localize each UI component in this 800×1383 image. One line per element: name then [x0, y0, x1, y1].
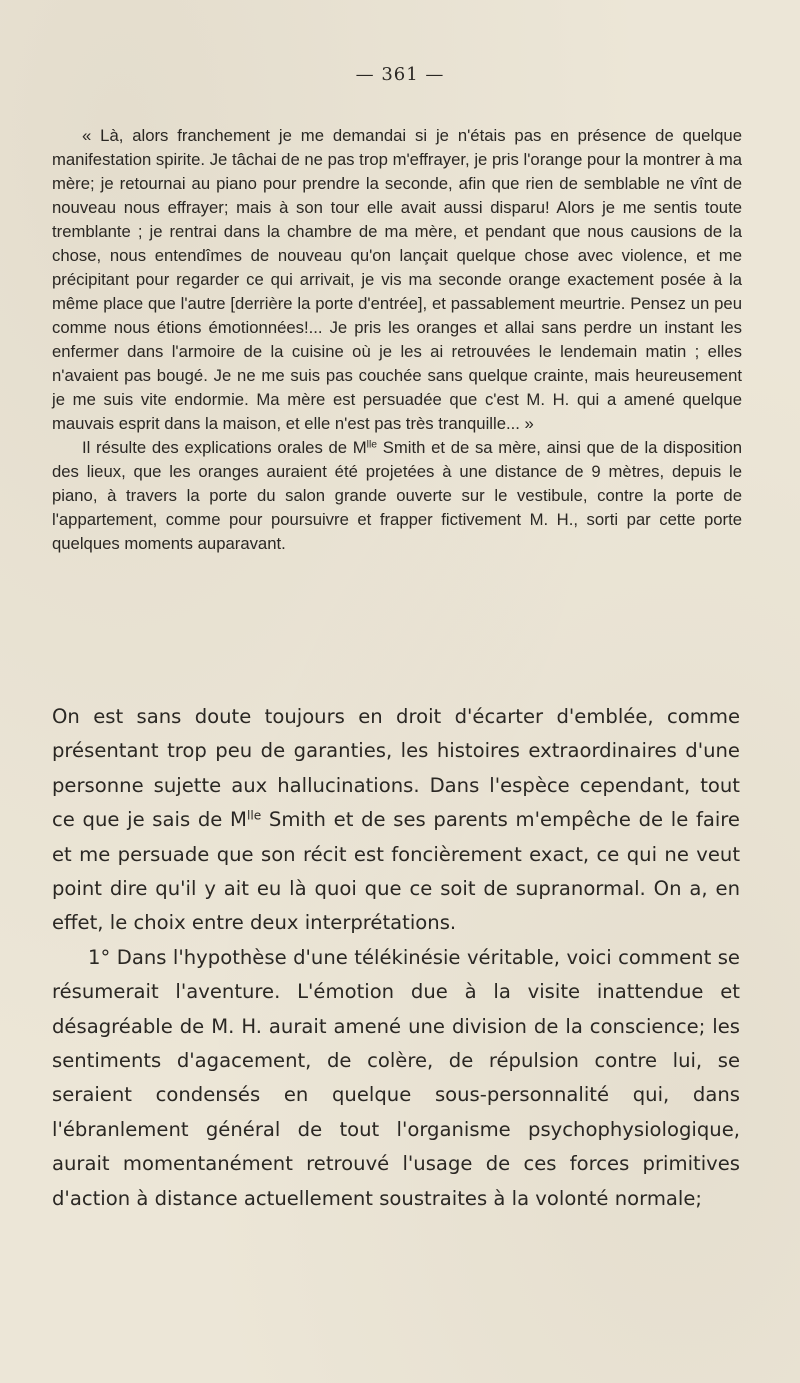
main-text	[52, 700, 740, 1216]
superscript: lle	[366, 439, 378, 451]
quoted-testimony	[52, 124, 742, 556]
page-number: — 361 —	[355, 64, 445, 85]
text-run: Il résulte des explications orales de M	[82, 438, 367, 457]
quote-paragraph	[52, 436, 742, 556]
text-run: Smith et de ses parents m'empêche de le faire et me persuade que son récit est foncièrement exact, ce qui ne veut point dire qu'il y ait eu là quoi que ce soit de supranormal. On a, en effet, le choix entre deux interprétations.	[52, 808, 740, 935]
body-paragraph	[52, 700, 740, 941]
quote-paragraph: « Là, alors franchement je me demandai si je n'étais pas en présence de quelque manifestation spirite. Je tâchai de ne pas trop m'effrayer, je pris l'orange pour la montrer à ma mère; je retournai au piano pour prendre la seconde, afin que rien de semblable ne vînt de nouveau nous effrayer; mais à son tour elle avait aussi disparu! Alors je me sentis toute tremblante ; je rentrai dans la chambre de ma mère, et pendant que nous causions de la chose, nous entendîmes de nouveau qu'on lançait quelque chose avec violence, et me précipitant pour regarder ce qui arrivait, je vis ma seconde orange exactement posée à la même place que l'autre [derrière la porte d'entrée], et passablement meurtrie. Pensez un peu comme nous étions émotionnées!... Je pris les oranges et allai sans perdre un instant les enfermer dans l'armoire de la cuisine où je les ai retrouvées le lendemain matin ; elles n'avaient pas bougé. Je ne me suis pas couchée sans quelque crainte, mais heureusement je me suis vite endormie. Ma mère est persuadée que c'est M. H. qui a amené quelque mauvais esprit dans la maison, et elle n'est pas très tranquille... »	[52, 126, 742, 433]
text-run: On est sans doute toujours en droit d'écarter d'emblée, comme présentant trop peu de garanties, les histoires extraordinaires d'une personne sujette aux hallucinations. Dans l'espèce cependant, tout ce que je sais de M	[52, 705, 740, 832]
superscript: lle	[246, 808, 262, 823]
text-run: Smith et de sa mère, ainsi que de la disposition des lieux, que les oranges auraient été projetées à une distance de 9 mètres, depuis le piano, à travers la porte du salon grande ouverte sur le vestibule, contre la porte de l'appartement, comme pour poursuivre et frapper fictivement M. H., sorti par cette porte quelques moments auparavant.	[52, 438, 743, 553]
body-paragraph: 1° Dans l'hypothèse d'une télékinésie véritable, voici comment se résumerait l'aventure. L'émotion due à la visite inattendue et désagréable de M. H. aurait amené une division de la conscience; les sentiments d'agacement, de colère, de répulsion contre lui, se seraient condensés en quelque sous-personnalité qui, dans l'ébranlement général de tout l'organisme psychophysiologique, aurait momentanément retrouvé l'usage de ces forces primitives d'action à distance actuellement soustraites à la volonté normale;	[52, 945, 740, 1210]
